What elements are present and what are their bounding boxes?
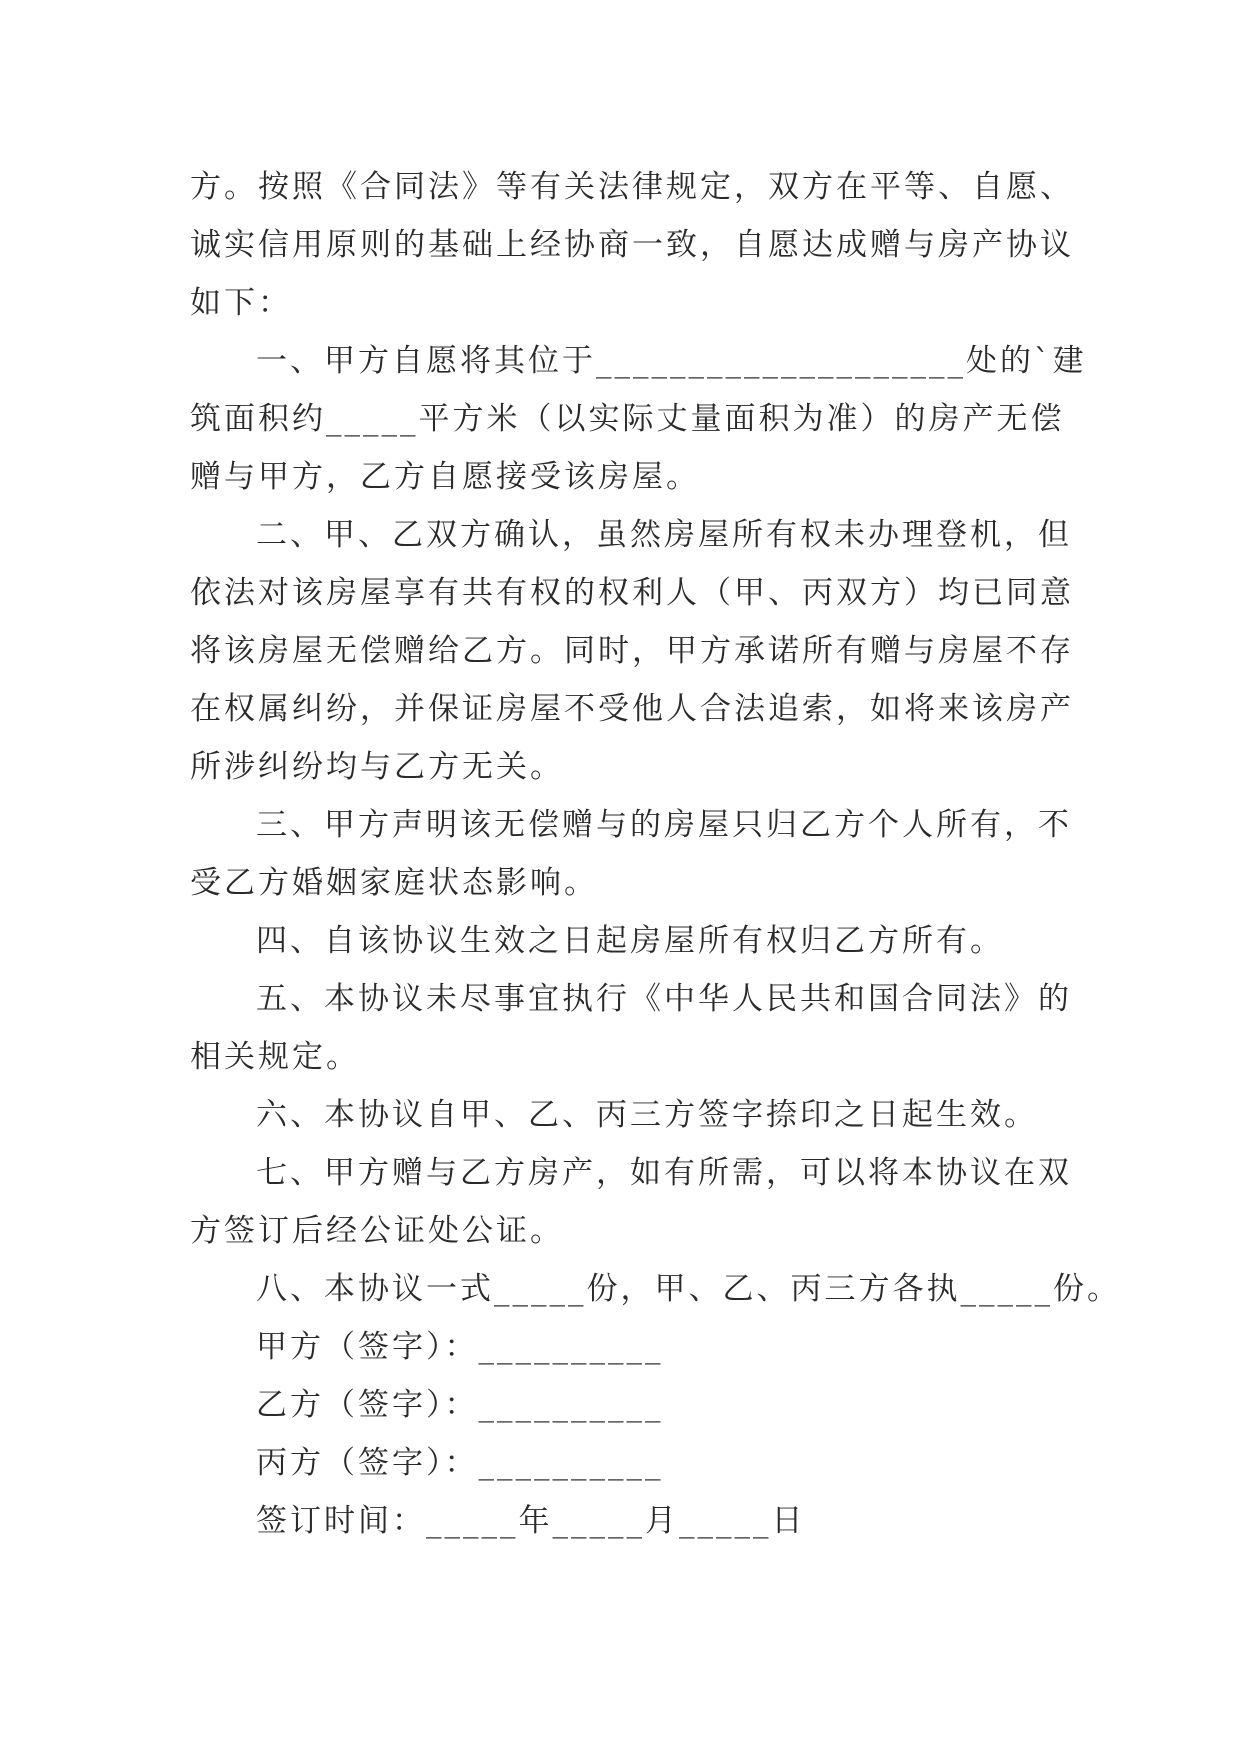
text-line: 受乙方婚姻家庭状态影响。 — [190, 865, 598, 901]
text-line: 在权属纠纷，并保证房屋不受他人合法追索，如将来该房产 — [190, 691, 1074, 727]
text-line: 丙方（签字）：__________ — [256, 1445, 664, 1481]
text-line: 筑面积约_____平方米（以实际丈量面积为准）的房产无偿 — [190, 401, 1065, 437]
text-line: 三、甲方声明该无偿赠与的房屋只归乙方个人所有，不 — [256, 807, 1072, 843]
text-line: 签订时间：_____年_____月_____日 — [256, 1503, 806, 1539]
text-line: 所涉纠纷均与乙方无关。 — [190, 749, 564, 785]
text-line: 如下： — [190, 285, 292, 321]
text-line: 依法对该房屋享有共有权的权利人（甲、丙双方）均已同意 — [190, 575, 1074, 611]
text-line: 诚实信用原则的基础上经协商一致，自愿达成赠与房产协议 — [190, 227, 1074, 263]
text-line: 八、本协议一式_____份，甲、乙、丙三方各执_____份。 — [256, 1271, 1121, 1307]
agreement-body — [190, 158, 1121, 1550]
text-line: 方签订后经公证处公证。 — [190, 1213, 564, 1249]
text-line: 六、本协议自甲、乙、丙三方签字捺印之日起生效。 — [256, 1097, 1038, 1133]
text-line: 相关规定。 — [190, 1039, 360, 1075]
text-line: 七、甲方赠与乙方房产，如有所需，可以将本协议在双 — [256, 1155, 1072, 1191]
text-line: 赠与甲方，乙方自愿接受该房屋。 — [190, 459, 700, 495]
text-line: 二、甲、乙双方确认，虽然房屋所有权未办理登机，但 — [256, 517, 1072, 553]
text-line: 将该房屋无偿赠给乙方。同时，甲方承诺所有赠与房屋不存 — [190, 633, 1074, 669]
text-line: 五、本协议未尽事宜执行《中华人民共和国合同法》的 — [256, 981, 1072, 1017]
text-line: 一、甲方自愿将其位于____________________处的`建 — [256, 343, 1087, 379]
text-line: 甲方（签字）：__________ — [256, 1329, 664, 1365]
text-line: 乙方（签字）：__________ — [256, 1387, 664, 1423]
text-line: 方。按照《合同法》等有关法律规定，双方在平等、自愿、 — [190, 169, 1074, 205]
text-line: 四、自该协议生效之日起房屋所有权归乙方所有。 — [256, 923, 1004, 959]
